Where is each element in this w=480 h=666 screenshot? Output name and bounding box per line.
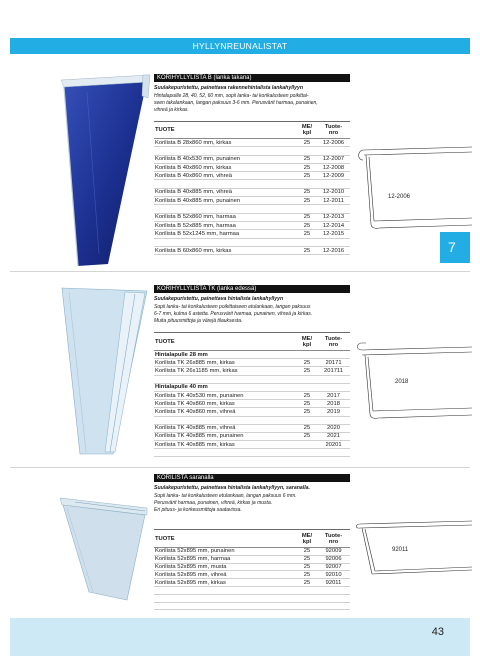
column-header-unit-line: kpl	[302, 538, 312, 545]
drawing-line	[370, 414, 472, 418]
unit-cell: 25	[303, 408, 311, 415]
table-body	[154, 351, 350, 457]
product-code-cell: 12-2011	[323, 197, 344, 204]
product-code-cell: 2018	[327, 400, 340, 407]
unit-cell: 25	[303, 139, 311, 146]
product-name-cell: Korilista B 52x1245 mm, harmaa	[155, 230, 240, 237]
product-code-cell: 2020	[327, 425, 340, 432]
table-row	[154, 359, 350, 367]
description-line: Eri pituus- ja korkeusmittoja saatavissa.	[154, 507, 242, 513]
product-code-cell: 2017	[327, 392, 340, 399]
table-row	[154, 400, 350, 408]
table-row	[154, 247, 350, 255]
product-section-korihyllylista-b	[154, 74, 350, 255]
product-code-cell: 12-2015	[322, 230, 345, 237]
table-row-empty	[154, 147, 350, 155]
product-code-cell: 12-2009	[322, 172, 345, 179]
table-row	[154, 579, 350, 587]
product-table	[154, 332, 350, 457]
drawing-line	[362, 352, 472, 355]
column-header-code-line: Tuote-	[324, 532, 343, 539]
section-subtitle: Suulakepuristettu, painettava hintalista lankahyllyyn, saranalla.	[154, 485, 310, 491]
table-row	[154, 189, 350, 197]
product-code-cell: 2021	[327, 433, 340, 440]
column-header-unit	[297, 124, 317, 136]
table-row	[154, 197, 350, 205]
table-body	[154, 548, 350, 610]
column-header-unit-line: ME/	[301, 335, 313, 342]
table-row	[154, 441, 350, 449]
table-row-empty	[154, 449, 350, 457]
product-code-cell: 20171	[325, 359, 342, 366]
page-header-title: HYLLYNREUNALISTAT	[10, 38, 470, 54]
table-row	[154, 425, 350, 433]
drawing-hook	[359, 150, 364, 160]
table-row-empty	[154, 603, 350, 611]
table-row	[154, 139, 350, 147]
column-header-code-line: Tuote-	[324, 335, 343, 342]
table-row	[154, 556, 350, 564]
unit-cell: 25	[303, 214, 311, 221]
section-description	[154, 304, 350, 325]
product-code-cell: 92009	[325, 548, 342, 555]
table-row	[154, 214, 350, 222]
drawing-line	[373, 408, 472, 411]
product-name-cell: Korilista TK 26x885 mm, kirkas	[155, 359, 235, 366]
strip-body	[63, 505, 145, 600]
product-code-cell: 92011	[325, 579, 342, 586]
unit-cell: 25	[303, 400, 311, 407]
table-row	[154, 156, 350, 164]
unit-cell: 25	[303, 247, 311, 254]
section-subtitle: Suulakepuristettu, painettava hintalista lankahyllyyn	[154, 296, 284, 302]
unit-cell: 25	[303, 563, 311, 570]
drawing-line	[374, 218, 472, 221]
section-description	[154, 93, 350, 114]
column-header-code-line: Tuote-	[324, 124, 343, 130]
column-header-code-line: nro	[328, 341, 339, 348]
strip-clip	[142, 75, 150, 98]
profile-drawing	[352, 336, 474, 426]
product-photo-hinged-strip	[55, 488, 151, 608]
product-table	[154, 121, 350, 255]
description-line: Hintalapuille 28, 40, 52, 60 mm, sopii lanka- tai korikalusteen poikittai-	[154, 93, 309, 99]
column-header-product: TUOTE	[155, 535, 175, 542]
unit-cell: 25	[303, 197, 311, 204]
page-number: 43	[431, 626, 444, 638]
product-name-cell: Korilista 52x895 mm, harmaa	[155, 556, 231, 563]
chapter-tab: 7	[440, 232, 470, 263]
product-name-cell: Korilista TK 40x885 mm, vihreä	[155, 425, 236, 432]
product-code-cell: 201711	[324, 367, 343, 374]
unit-cell: 25	[303, 189, 311, 196]
unit-cell: 25	[303, 433, 311, 440]
product-photo-blue-shelf-strip	[55, 72, 151, 270]
column-header-unit-line: kpl	[302, 341, 312, 348]
column-header-unit	[297, 533, 317, 545]
table-row	[154, 564, 350, 572]
unit-cell: 25	[303, 359, 311, 366]
product-code-cell: 12-2006	[322, 139, 345, 146]
table-row-empty	[154, 587, 350, 595]
product-name-cell: Korilista B 40x885 mm, punainen	[155, 197, 241, 204]
product-section-korilista-saranalla	[154, 474, 350, 610]
drawing-label: 2018	[395, 379, 409, 385]
column-header-code-line: nro	[328, 130, 339, 136]
product-name-cell: Korilista TK 40x530 mm, punainen	[155, 392, 244, 399]
product-name-cell: Korilista B 28x860 mm, kirkas	[155, 139, 232, 146]
group-label: Hintalapulle 40 mm	[155, 384, 208, 391]
table-row-empty	[154, 417, 350, 425]
product-photo-clear-tk-strip	[55, 282, 151, 460]
section-title: KORILISTA saranalla	[154, 474, 350, 482]
table-body	[154, 139, 350, 255]
product-table	[154, 529, 350, 610]
column-header-code	[317, 124, 350, 136]
section-subtitle: Suulakepuristettu, painettava rakennehintalista lankahyllyyn	[154, 85, 304, 91]
table-row-empty	[154, 595, 350, 603]
product-code-cell: 12-2007	[322, 156, 345, 163]
table-row	[154, 433, 350, 441]
unit-cell: 25	[303, 367, 311, 374]
table-header	[154, 121, 350, 139]
column-header-unit-line: ME/	[301, 532, 313, 539]
product-code-cell: 92007	[325, 563, 342, 570]
drawing-line	[362, 347, 472, 350]
unit-cell: 25	[303, 425, 311, 432]
product-name-cell: Korilista B 40x885 mm, vihreä	[155, 189, 233, 196]
description-line: seen takalankaan, langan paksuus 3-6 mm. Perusvärit harmaa, punainen,	[154, 100, 318, 106]
description-line: Perusvärit harmaa, punainen, vihreä, kirkas ja musta.	[154, 500, 273, 506]
table-row	[154, 172, 350, 180]
drawing-line	[369, 157, 374, 221]
drawing-hook	[357, 343, 366, 350]
drawing-line	[371, 224, 472, 228]
product-name-cell: Korilista B 52x860 mm, harmaa	[155, 214, 236, 221]
product-name-cell: Korilista B 40x860 mm, kirkas	[155, 164, 232, 171]
drawing-line	[360, 521, 472, 524]
column-header-unit-line: kpl	[302, 130, 312, 136]
unit-cell: 25	[303, 230, 311, 237]
product-name-cell: Korilista B 52x885 mm, harmaa	[155, 222, 236, 229]
table-row-empty	[154, 205, 350, 213]
product-name-cell: Korilista 52x895 mm, kirkas	[155, 579, 226, 586]
table-row-empty	[154, 239, 350, 247]
unit-cell: 25	[303, 579, 311, 586]
table-row	[154, 230, 350, 238]
description-line: vihreä ja kirkas.	[154, 107, 189, 113]
column-header-unit	[297, 336, 317, 348]
product-code-cell: 20201	[325, 441, 342, 448]
unit-cell: 25	[303, 172, 311, 179]
unit-cell: 25	[303, 571, 311, 578]
product-code-cell: 92010	[325, 571, 342, 578]
product-name-cell: Korilista B 60x860 mm, kirkas	[155, 247, 232, 254]
column-header-code-line: nro	[328, 538, 339, 545]
section-description	[154, 493, 350, 514]
product-code-cell: 12-2008	[322, 164, 345, 171]
product-code-cell: 12-2010	[322, 189, 345, 196]
description-line: Sopii lanka- tai korikalusteen etulankaan, langan paksuus 6 mm.	[154, 493, 297, 499]
profile-drawing	[352, 138, 474, 234]
product-name-cell: Korilista 52x895 mm, musta	[155, 563, 227, 570]
unit-cell: 25	[303, 164, 311, 171]
column-header-code	[317, 336, 350, 348]
drawing-label: 12-2006	[388, 194, 411, 200]
unit-cell: 25	[303, 548, 311, 555]
drawing-label: 92011	[392, 547, 409, 553]
table-header	[154, 529, 350, 548]
profile-drawing	[352, 512, 474, 588]
table-row	[154, 571, 350, 579]
section-divider	[10, 271, 470, 272]
product-name-cell: Korilista TK 26x1185 mm, kirkas	[155, 367, 238, 374]
column-header-product: TUOTE	[155, 127, 175, 133]
drawing-line	[365, 355, 370, 414]
table-row	[154, 392, 350, 400]
column-header-product: TUOTE	[155, 338, 175, 345]
table-row	[154, 408, 350, 416]
product-code-cell: 12-2013	[322, 214, 345, 221]
section-title: KORIHYLLYLISTA B (lanka takana)	[154, 74, 350, 82]
drawing-line	[366, 155, 371, 224]
description-line: Sopii lanka- tai korikalusteen poikittaiseen etulankaan, langan paksuus	[154, 304, 311, 310]
section-divider	[10, 467, 470, 468]
product-section-korihyllylista-tk	[154, 285, 350, 457]
strip-body	[64, 80, 147, 266]
product-code-cell: 2019	[327, 408, 340, 415]
table-row-empty	[154, 376, 350, 384]
drawing-line	[364, 152, 472, 155]
description-line: 6-7 mm, kulma 6 astetta. Perusvärit harmaa, punainen, vihreä ja kirkas.	[154, 311, 313, 317]
drawing-hook	[356, 524, 360, 528]
product-name-cell: Korilista TK 40x885 mm, kirkas	[155, 441, 235, 448]
product-code-cell: 12-2014	[322, 222, 345, 229]
page-footer	[10, 618, 470, 656]
table-row	[154, 367, 350, 375]
table-header	[154, 332, 350, 351]
drawing-line	[368, 357, 373, 411]
table-row	[154, 548, 350, 556]
drawing-line	[364, 147, 472, 150]
column-header-unit-line: ME/	[301, 124, 313, 130]
product-name-cell: Korilista TK 40x885 mm, punainen	[155, 433, 244, 440]
product-name-cell: Korilista B 40x860 mm, vihreä	[155, 172, 233, 179]
unit-cell: 25	[303, 156, 311, 163]
group-label: Hintalapulle 28 mm	[155, 351, 208, 358]
drawing-line	[360, 525, 472, 528]
product-name-cell: Korilista 52x895 mm, vihreä	[155, 571, 227, 578]
product-code-cell: 92006	[325, 556, 342, 563]
unit-cell: 25	[303, 222, 311, 229]
product-name-cell: Korilista B 40x530 mm, punainen	[155, 156, 241, 163]
product-code-cell: 12-2016	[322, 247, 345, 254]
product-name-cell: Korilista 52x895 mm, punainen	[155, 548, 235, 555]
product-name-cell: Korilista TK 40x860 mm, vihreä	[155, 408, 236, 415]
description-line: Muita pituusmittoja ja värejä tilauksesta.	[154, 318, 243, 324]
table-group-heading	[154, 384, 350, 392]
unit-cell: 25	[303, 392, 311, 399]
table-row	[154, 164, 350, 172]
table-row-empty	[154, 180, 350, 188]
column-header-code	[317, 533, 350, 545]
table-row	[154, 222, 350, 230]
table-group-heading	[154, 351, 350, 359]
section-title: KORIHYLLYLISTA TK (lanka edessä)	[154, 285, 350, 293]
product-name-cell: Korilista TK 40x860 mm, kirkas	[155, 400, 235, 407]
unit-cell: 25	[303, 556, 311, 563]
